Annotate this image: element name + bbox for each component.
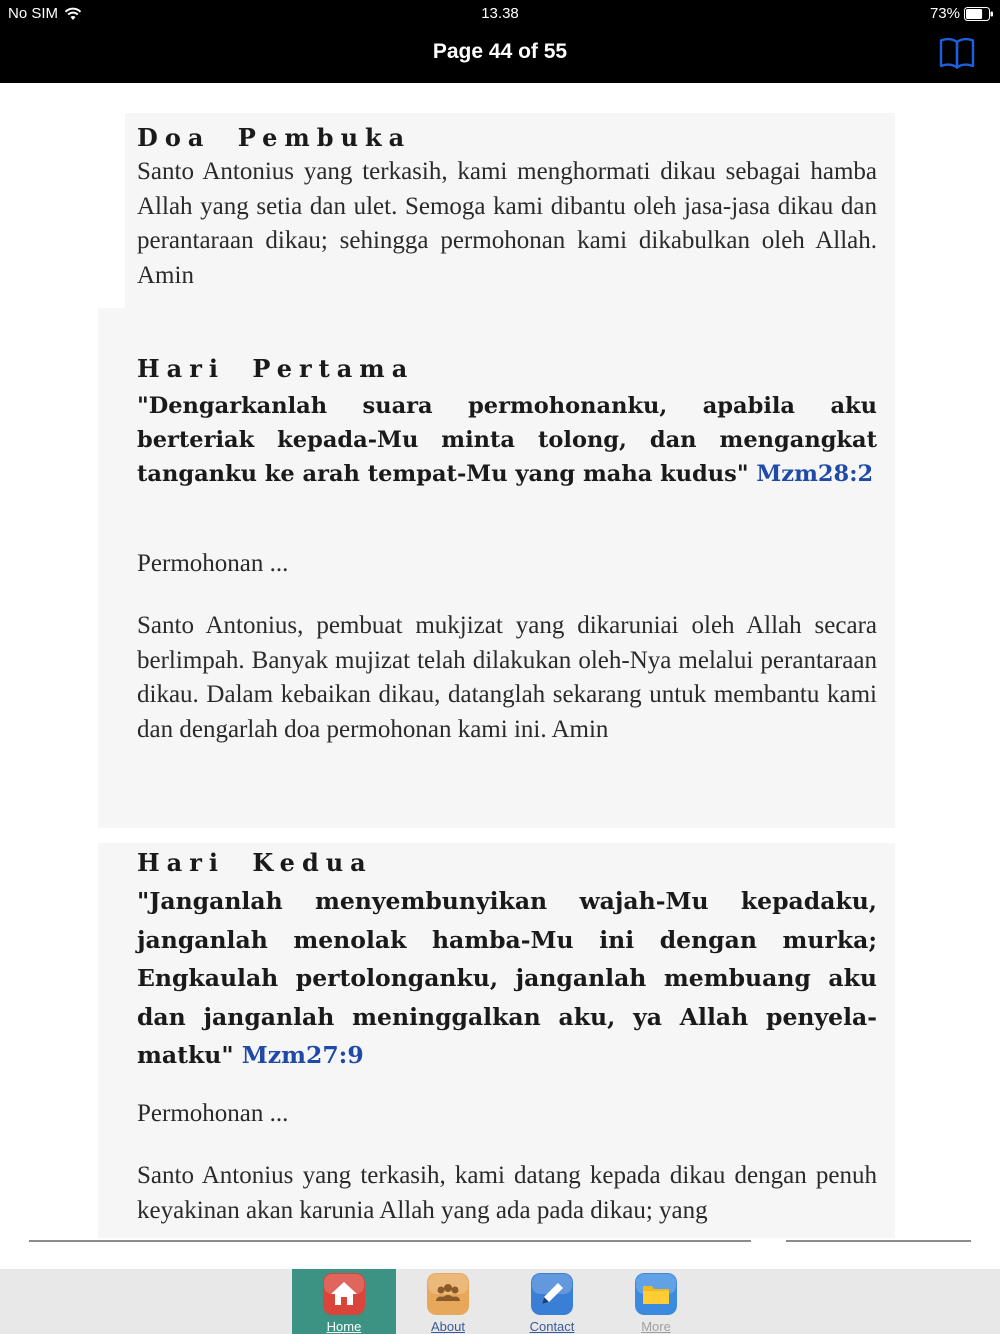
pen-icon	[531, 1273, 573, 1315]
day-two-verse-ref[interactable]: Mzm27:9	[241, 1041, 364, 1069]
tab-home[interactable]	[292, 1269, 396, 1334]
day-one-request-label: Permohonan ...	[137, 550, 289, 577]
tab-bar	[0, 1269, 1000, 1334]
tab-more-label: More	[641, 1319, 671, 1334]
folder-icon	[635, 1273, 677, 1315]
open-book-icon	[939, 37, 975, 69]
section-heading-opening: Doa Pembuka	[137, 123, 412, 152]
tab-contact[interactable]	[500, 1269, 604, 1334]
tab-about[interactable]	[396, 1269, 500, 1334]
day-one-prayer-text: Santo Antonius, pembuat mukjizat yang dikaruniai oleh Allah secara berlimpah. Banyak mujizat telah dilakukan oleh-Nya melalui perantaraan dikau. Dalam kebaikan dikau, datanglah sekarang untuk membantu kami dan dengarlah doa permohonan kami ini. Amin	[137, 612, 877, 743]
tab-contact-label: Contact	[529, 1319, 575, 1334]
people-icon	[427, 1273, 469, 1315]
day-one-verse-text: "Dengarkanlah suara permohonanku, apabila aku berteriak kepada-Mu minta tolong, dan mengangkat tanganku ke arah tempat-Mu yang maha kudus"	[137, 393, 877, 487]
day-two-request-label: Permohonan ...	[137, 1100, 289, 1127]
page-indicator: Page 44 of 55	[432, 40, 568, 63]
carrier-label: No SIM	[8, 5, 59, 22]
day-two-verse	[137, 882, 877, 1075]
status-time: 13.38	[481, 5, 519, 22]
section-heading-day-two: Hari Kedua	[137, 848, 373, 877]
reader-page[interactable]	[0, 83, 1000, 1238]
tab-more[interactable]	[604, 1269, 708, 1334]
status-battery	[930, 5, 994, 22]
day-one-verse-ref[interactable]: Mzm28:2	[756, 461, 874, 487]
opening-prayer-text: Santo Antonius yang terkasih, kami menghormati dikau sebagai hamba Allah yang setia dan ulet. Semoga kami dibantu oleh jasa-jasa dikau dan perantaraan dikau; sehingga permohonan kami dikabulkan oleh Allah. Amin	[137, 158, 877, 289]
bookmark-button[interactable]	[939, 37, 975, 69]
battery-percent: 73%	[929, 5, 960, 22]
day-two-prayer-text: Santo Antonius yang terkasih, kami datang kepada dikau dengan penuh keyakinan akan karunia Allah yang ada pada dikau; yang	[137, 1162, 877, 1224]
battery-icon	[964, 7, 994, 21]
page-divider	[786, 1240, 971, 1242]
section-heading-day-one: Hari Pertama	[137, 354, 415, 383]
home-icon	[323, 1273, 365, 1315]
day-two-verse-text: "Janganlah menyembunyikan wajah-Mu kepadaku, janganlah menolak hamba-Mu ini dengan murka; Engkaulah pertolonganku, janganlah membuang aku dan janganlah meninggalkan aku, ya Allah penyela-matku"	[137, 887, 877, 1069]
day-one-verse	[137, 389, 877, 491]
tab-home-label: Home	[326, 1319, 362, 1334]
page-divider	[29, 1240, 751, 1242]
top-bar	[0, 0, 1000, 83]
tab-about-label: About	[431, 1319, 465, 1334]
